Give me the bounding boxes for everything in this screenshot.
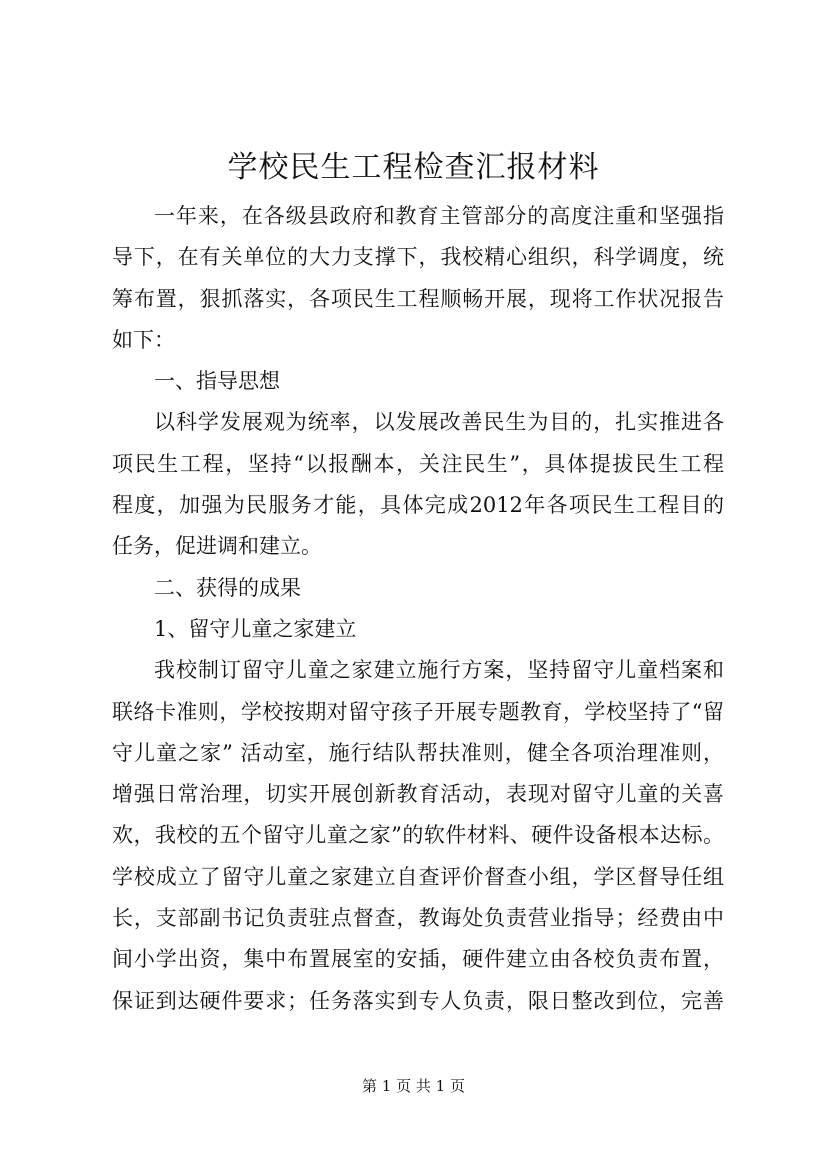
paragraph-line: 一年来，在各级县政府和教育主管部分的高度注重和坚强指: [154, 204, 724, 228]
paragraph-line: 守儿童之家” 活动室，施行结队帮扶准则，健全各项治理准则，: [112, 740, 724, 765]
paragraph-line: 筹布置，狠抓落实，各项民生工程顺畅开展，现将工作状况报告: [112, 286, 724, 311]
document-body: [112, 196, 724, 1022]
paragraph-line: 保证到达硬件要求；任务落实到专人负责，限日整改到位，完善: [112, 988, 724, 1013]
paragraph-line: 项民生工程，坚持“以报酬本，关注民生”，具体提拔民生工程: [112, 451, 724, 476]
page-number-footer: 第 1 页 共 1 页: [362, 1077, 465, 1095]
paragraph-line: 程度，加强为民服务才能，具体完成2012年各项民生工程目的: [112, 493, 724, 518]
paragraph-line: 任务，促进调和建立。: [112, 534, 322, 559]
paragraph-line: 学校成立了留守儿童之家建立自查评价督查小组，学区督导任组: [112, 864, 724, 889]
section-heading: 一、指导思想: [154, 369, 280, 394]
document-title: 学校民生工程检查汇报材料: [227, 150, 600, 185]
paragraph-line: 以科学发展观为统率，以发展改善民生为目的，扎实推进各: [154, 410, 724, 435]
paragraph-line: 如下：: [112, 327, 175, 352]
paragraph-line: 增强日常治理，切实开展创新教育活动，表现对留守儿童的关喜: [112, 782, 724, 807]
paragraph-line: 联络卡准则，学校按期对留守孩子开展专题教育，学校坚持了“留: [112, 699, 724, 724]
paragraph-line: 导下，在有关单位的大力支撑下，我校精心组织，科学调度，统: [112, 245, 724, 270]
paragraph-line: 我校制订留守儿童之家建立施行方案，坚持留守儿童档案和: [154, 658, 724, 683]
section-heading: 二、获得的成果: [154, 575, 301, 600]
subsection-heading: 1、留守儿童之家建立: [154, 616, 357, 641]
paragraph-line: 间小学出资，集中布置展室的安插，硬件建立由各校负责布置，: [112, 947, 724, 972]
paragraph-line: 欢，我校的五个留守儿童之家”的软件材料、硬件设备根本达标。: [112, 823, 724, 848]
paragraph-line: 长，支部副书记负责驻点督查，教诲处负责营业指导；经费由中: [112, 906, 724, 931]
